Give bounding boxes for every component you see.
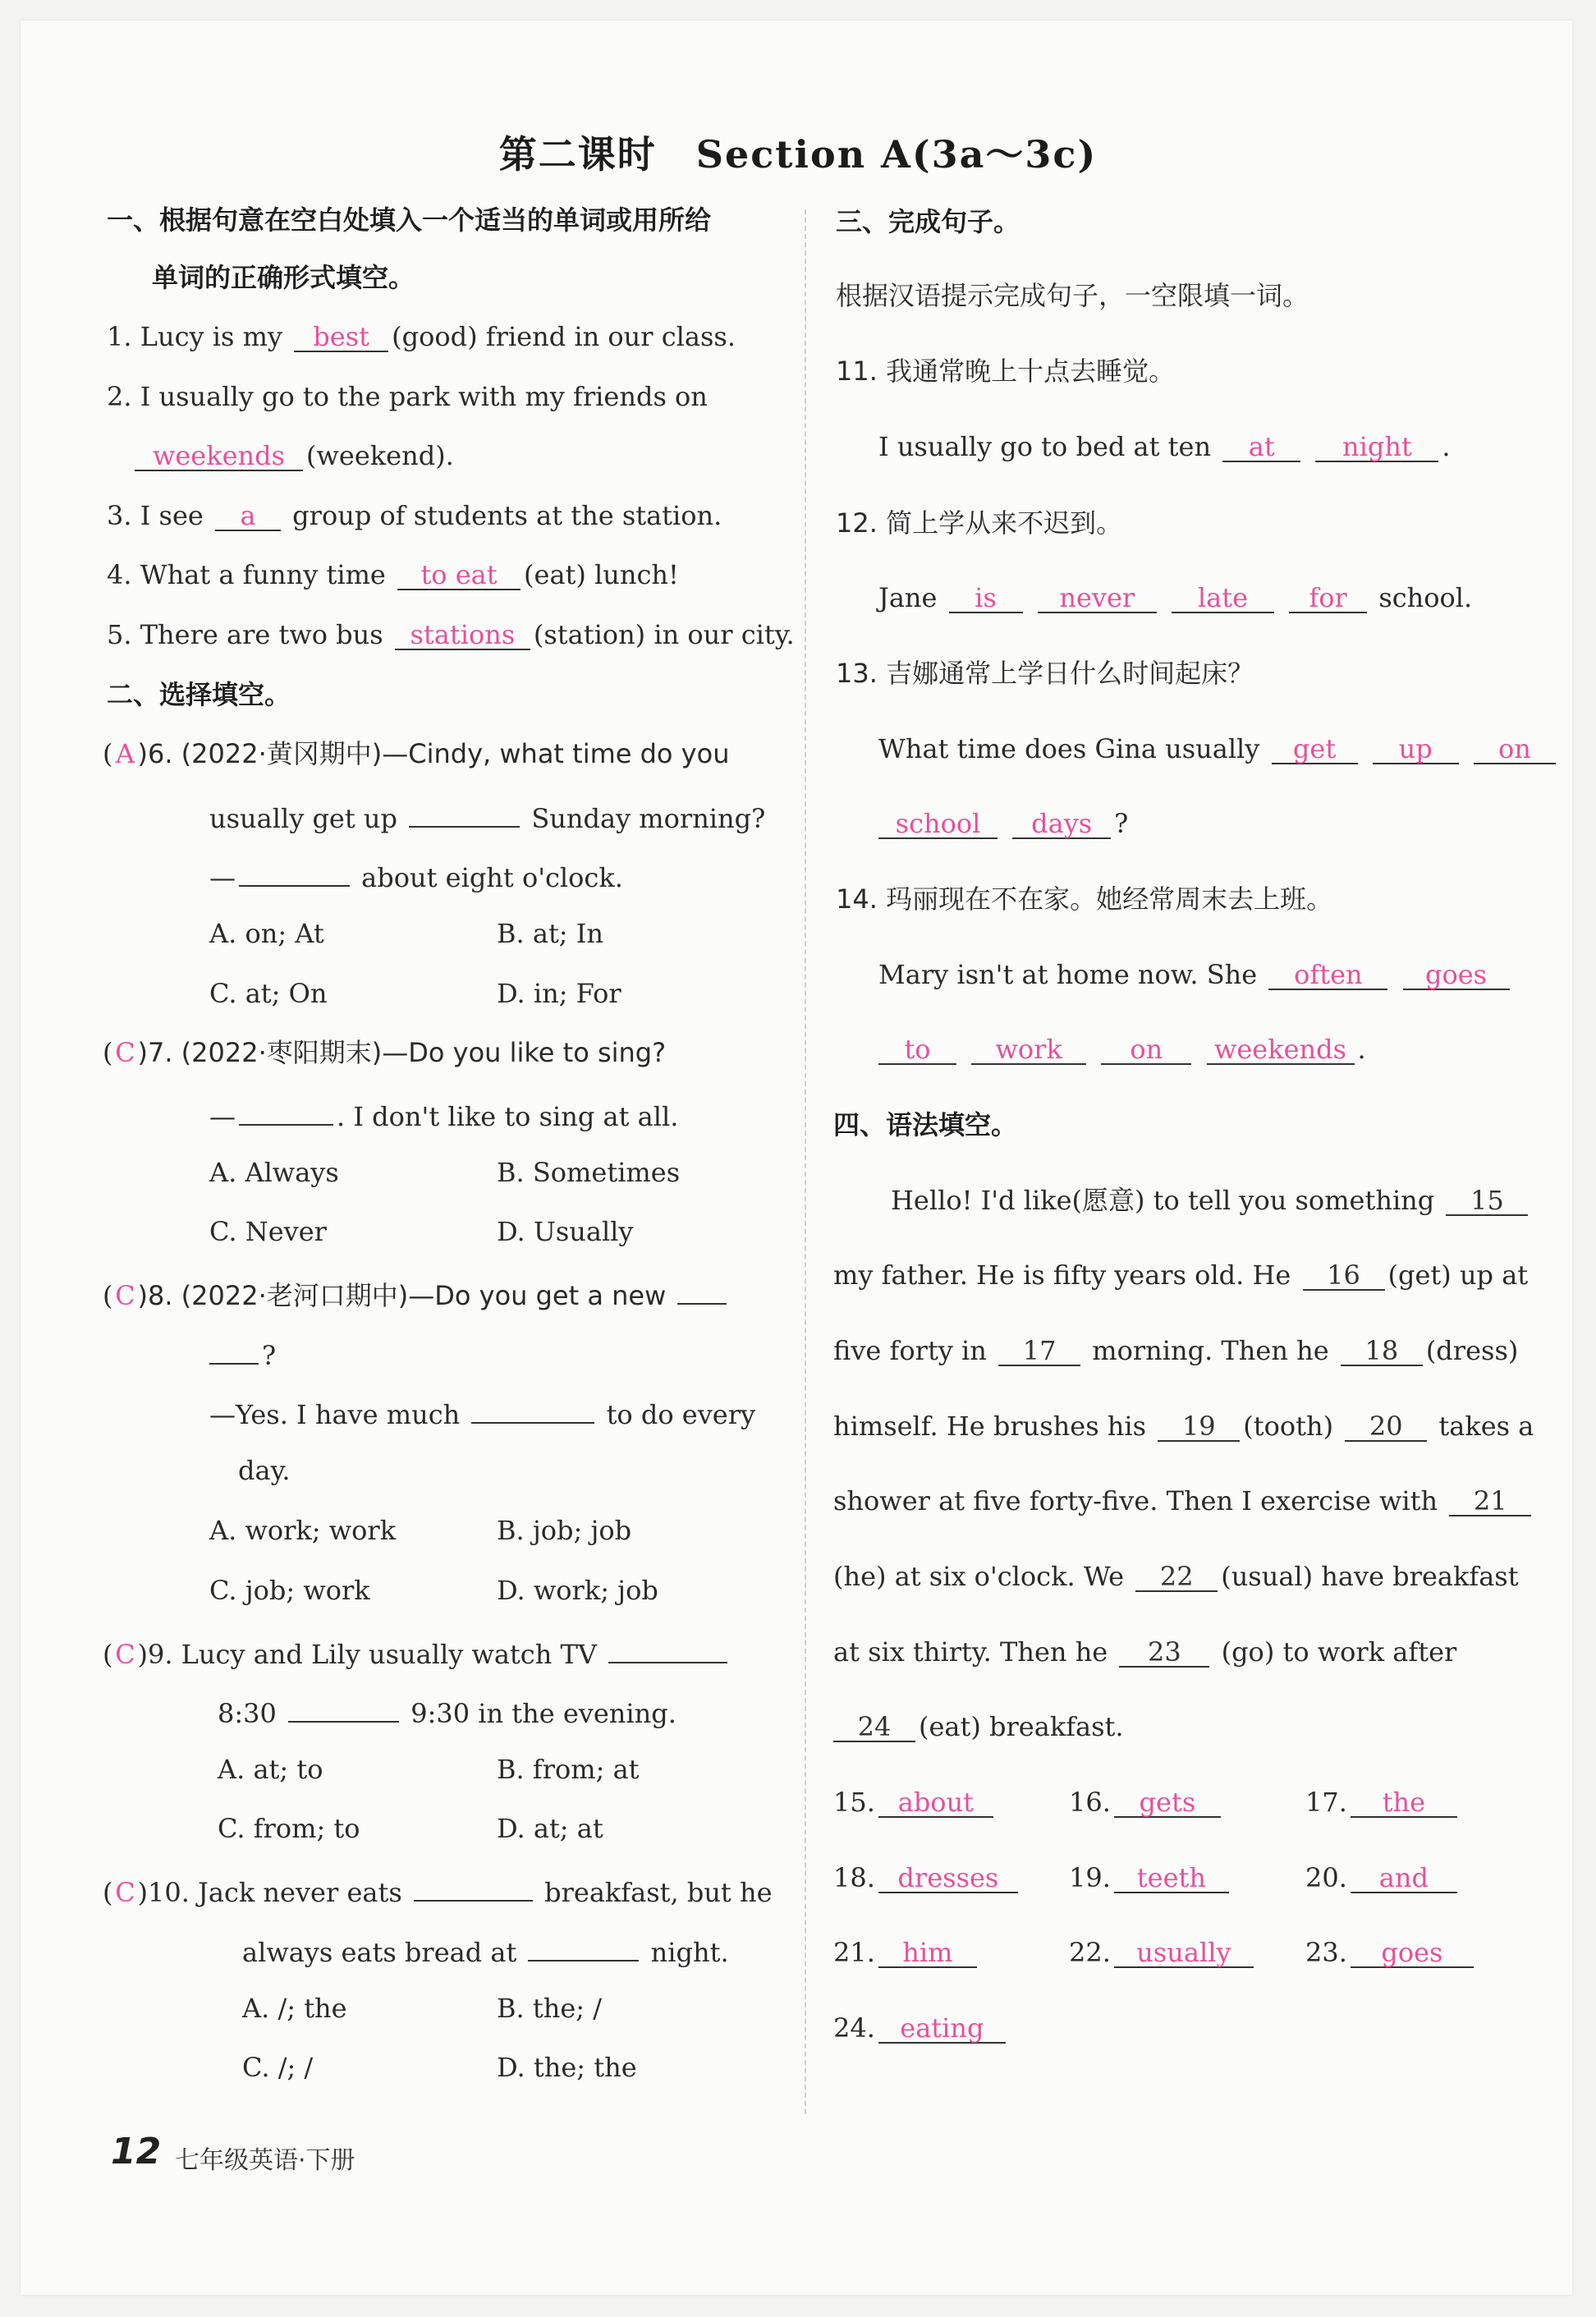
page-title: 第二课时 Section A(3a～3c) (498, 132, 1098, 177)
question-9: (C)9. Lucy and Lily usually watch TV (103, 1634, 731, 1671)
question-12-answer-line: Jane is never late for school. (878, 582, 1473, 613)
option-c[interactable]: C. /; / (242, 2052, 314, 2083)
question-1: 1. Lucy is my best (good) friend in our class. (107, 321, 736, 352)
answer-blank[interactable]: days (1012, 810, 1111, 839)
answer-16: 16. gets (1069, 1786, 1224, 1819)
option-b[interactable]: B. the; / (497, 1993, 602, 2024)
question-7-line2: — . I don't like to sing at all. (209, 1096, 678, 1133)
question-6: ( A )6. (2022·黄冈期中)—Cindy, what time do you (103, 738, 730, 769)
choice-answer[interactable]: C (115, 1280, 135, 1311)
option-c[interactable]: C. at; On (209, 978, 328, 1009)
passage-blank[interactable]: 18 (1341, 1337, 1423, 1366)
book-title: 七年级英语·下册 (175, 2146, 355, 2175)
option-a[interactable]: A. on; At (209, 918, 324, 949)
passage-line-8: 24 (eat) breakfast. (833, 1710, 1124, 1743)
question-8-line2: ? (209, 1335, 276, 1372)
answer-blank[interactable]: up (1373, 735, 1459, 764)
answer-blank[interactable]: gets (1114, 1788, 1221, 1818)
answer-blank[interactable]: night (1315, 433, 1438, 462)
question-13-prompt: 13. 吉娜通常上学日什么时间起床？ (836, 658, 1254, 689)
question-8-line3: —Yes. I have much to do every (209, 1394, 755, 1431)
option-a[interactable]: A. work; work (209, 1515, 397, 1546)
blank[interactable] (209, 1335, 259, 1365)
answer-blank[interactable]: work (971, 1035, 1086, 1065)
blank[interactable] (414, 1872, 533, 1902)
passage-blank[interactable]: 20 (1345, 1412, 1427, 1442)
blank[interactable] (528, 1932, 639, 1961)
answer-blank[interactable]: a (215, 502, 281, 531)
answer-18: 18. dresses (833, 1861, 1021, 1894)
answer-blank[interactable]: the (1351, 1788, 1457, 1818)
section3-heading: 三、完成句子。 (836, 206, 1020, 237)
option-d[interactable]: D. work; job (497, 1575, 658, 1606)
passage-blank[interactable]: 23 (1119, 1638, 1209, 1668)
choice-answer[interactable]: C (115, 1877, 135, 1908)
answer-15: 15. about (833, 1786, 997, 1819)
answer-blank[interactable]: goes (1403, 961, 1510, 990)
passage-blank[interactable]: 16 (1303, 1261, 1385, 1291)
answer-20: 20. and (1305, 1861, 1461, 1894)
option-a[interactable]: A. Always (209, 1157, 339, 1188)
passage-line-3: five forty in 17 morning. Then he 18 (dress) (833, 1335, 1519, 1366)
answer-blank[interactable]: stations (395, 621, 530, 650)
question-14-answer-line: Mary isn't at home now. She often goes (878, 958, 1513, 991)
blank[interactable] (239, 1096, 333, 1126)
passage-blank[interactable]: 21 (1449, 1487, 1531, 1516)
answer-blank[interactable]: teeth (1114, 1864, 1229, 1893)
passage-line-1: Hello! I'd like(愿意) to tell you something 15 (891, 1184, 1531, 1217)
passage-blank[interactable]: 19 (1158, 1412, 1240, 1442)
answer-blank[interactable]: often (1268, 961, 1387, 990)
answer-22: 22. usually (1069, 1936, 1257, 1969)
blank[interactable] (409, 798, 520, 828)
answer-blank[interactable]: him (878, 1938, 977, 1968)
option-b[interactable]: B. from; at (497, 1754, 640, 1785)
blank[interactable] (471, 1394, 594, 1424)
question-8-line4: day. (238, 1455, 291, 1486)
question-13-answer-line2: school days ? (878, 807, 1128, 840)
answer-blank[interactable]: at (1222, 433, 1300, 462)
question-10-line2: always eats bread at night. (242, 1932, 729, 1969)
choice-answer[interactable]: C (115, 1037, 135, 1068)
question-4: 4. What a funny time to eat (eat) lunch! (107, 559, 679, 590)
answer-blank[interactable]: get (1272, 735, 1358, 764)
answer-blank[interactable]: school (878, 810, 998, 839)
blank[interactable] (239, 857, 350, 887)
passage-line-5: shower at five forty-five. Then I exercise with 21 (833, 1484, 1534, 1517)
option-d[interactable]: D. in; For (497, 978, 621, 1009)
passage-blank[interactable]: 24 (833, 1713, 915, 1742)
question-2-cont: weekends (weekend). (131, 439, 454, 472)
question-13-answer-line: What time does Gina usually get up on (878, 732, 1559, 765)
answer-blank[interactable]: is (949, 584, 1023, 613)
answer-blank[interactable]: eating (878, 2014, 1006, 2044)
option-d[interactable]: D. Usually (497, 1216, 634, 1247)
answer-blank[interactable]: weekends (135, 442, 303, 471)
choice-answer[interactable]: A (115, 738, 135, 769)
question-14-answer-line2: to work on weekends . (878, 1033, 1366, 1066)
question-12-prompt: 12. 简上学从来不迟到。 (836, 507, 1123, 539)
section3-intro: 根据汉语提示完成句子，一空限填一词。 (836, 280, 1309, 311)
answer-blank[interactable]: for (1289, 584, 1367, 613)
option-b[interactable]: B. job; job (497, 1515, 632, 1546)
question-11-answer-line: I usually go to bed at ten at night . (878, 431, 1451, 462)
option-b[interactable]: B. Sometimes (497, 1157, 681, 1188)
passage-line-7: at six thirty. Then he 23 (go) to work after (833, 1636, 1457, 1668)
question-6-line2: usually get up Sunday morning? (209, 798, 765, 835)
blank[interactable] (677, 1275, 727, 1305)
question-14-prompt: 14. 玛丽现在不在家。她经常周末去上班。 (836, 883, 1333, 915)
section2-heading: 二、选择填空。 (107, 679, 291, 710)
question-8: (C)8. (2022·老河口期中)—Do you get a new (103, 1275, 730, 1312)
question-11-prompt: 11. 我通常晚上十点去睡觉。 (836, 356, 1176, 387)
answer-blank[interactable]: late (1172, 584, 1274, 613)
option-d[interactable]: D. the; the (497, 2052, 637, 2083)
answer-17: 17. the (1305, 1786, 1461, 1819)
answer-blank[interactable]: dresses (878, 1864, 1018, 1893)
blank[interactable] (608, 1634, 727, 1663)
option-a[interactable]: A. at; to (218, 1754, 323, 1785)
answer-blank[interactable]: never (1038, 584, 1157, 613)
question-5: 5. There are two bus stations (station) in our city. (107, 619, 795, 650)
answer-blank[interactable]: and (1351, 1864, 1457, 1893)
answer-19: 19. teeth (1069, 1861, 1232, 1894)
passage-line-2: my father. He is fifty years old. He 16 (get) up at (833, 1259, 1529, 1291)
blank[interactable] (288, 1693, 399, 1723)
option-a[interactable]: A. /; the (242, 1993, 347, 2024)
answer-blank[interactable]: about (878, 1788, 993, 1818)
section1-heading-cont: 单词的正确形式填空。 (152, 262, 415, 293)
option-c[interactable]: C. job; work (209, 1575, 370, 1606)
question-9-line2: 8:30 9:30 in the evening. (218, 1693, 676, 1730)
answer-blank[interactable]: weekends (1207, 1035, 1355, 1065)
answer-blank[interactable]: goes (1351, 1938, 1474, 1968)
question-6-line3: — about eight o'clock. (209, 857, 623, 894)
section4-heading: 四、语法填空。 (833, 1109, 1018, 1140)
answer-blank[interactable]: best (294, 323, 388, 352)
section1-heading: 一、根据句意在空白处填入一个适当的单词或用所给 (107, 204, 712, 236)
option-c[interactable]: C. from; to (218, 1813, 360, 1844)
answer-blank[interactable]: usually (1114, 1938, 1254, 1968)
question-3: 3. I see a group of students at the station. (107, 500, 722, 531)
option-c[interactable]: C. Never (209, 1216, 327, 1247)
answer-blank[interactable]: to eat (397, 561, 521, 590)
passage-blank[interactable]: 22 (1135, 1562, 1218, 1592)
answer-23: 23. goes (1305, 1936, 1477, 1969)
answer-blank[interactable]: to (878, 1035, 956, 1065)
passage-line-4: himself. He brushes his 19 (tooth) 20 takes a (833, 1411, 1534, 1442)
passage-blank[interactable]: 17 (998, 1337, 1080, 1366)
answer-blank[interactable]: on (1474, 735, 1556, 764)
passage-blank[interactable]: 15 (1446, 1186, 1528, 1216)
question-10: (C)10. Jack never eats breakfast, but he (103, 1872, 773, 1909)
page-number: 12 (111, 2131, 162, 2172)
answer-24: 24. eating (833, 2012, 1009, 2044)
option-d[interactable]: D. at; at (497, 1813, 603, 1844)
question-7: (C)7. (2022·枣阳期末)—Do you like to sing? (103, 1037, 667, 1068)
answer-blank[interactable]: on (1101, 1035, 1191, 1065)
question-2: 2. I usually go to the park with my friends on (107, 381, 708, 412)
answer-21: 21. him (833, 1936, 980, 1969)
choice-answer[interactable]: C (115, 1639, 135, 1670)
passage-line-6: (he) at six o'clock. We 22 (usual) have breakfast (833, 1561, 1519, 1592)
column-divider (805, 209, 806, 2114)
option-b[interactable]: B. at; In (497, 918, 603, 949)
